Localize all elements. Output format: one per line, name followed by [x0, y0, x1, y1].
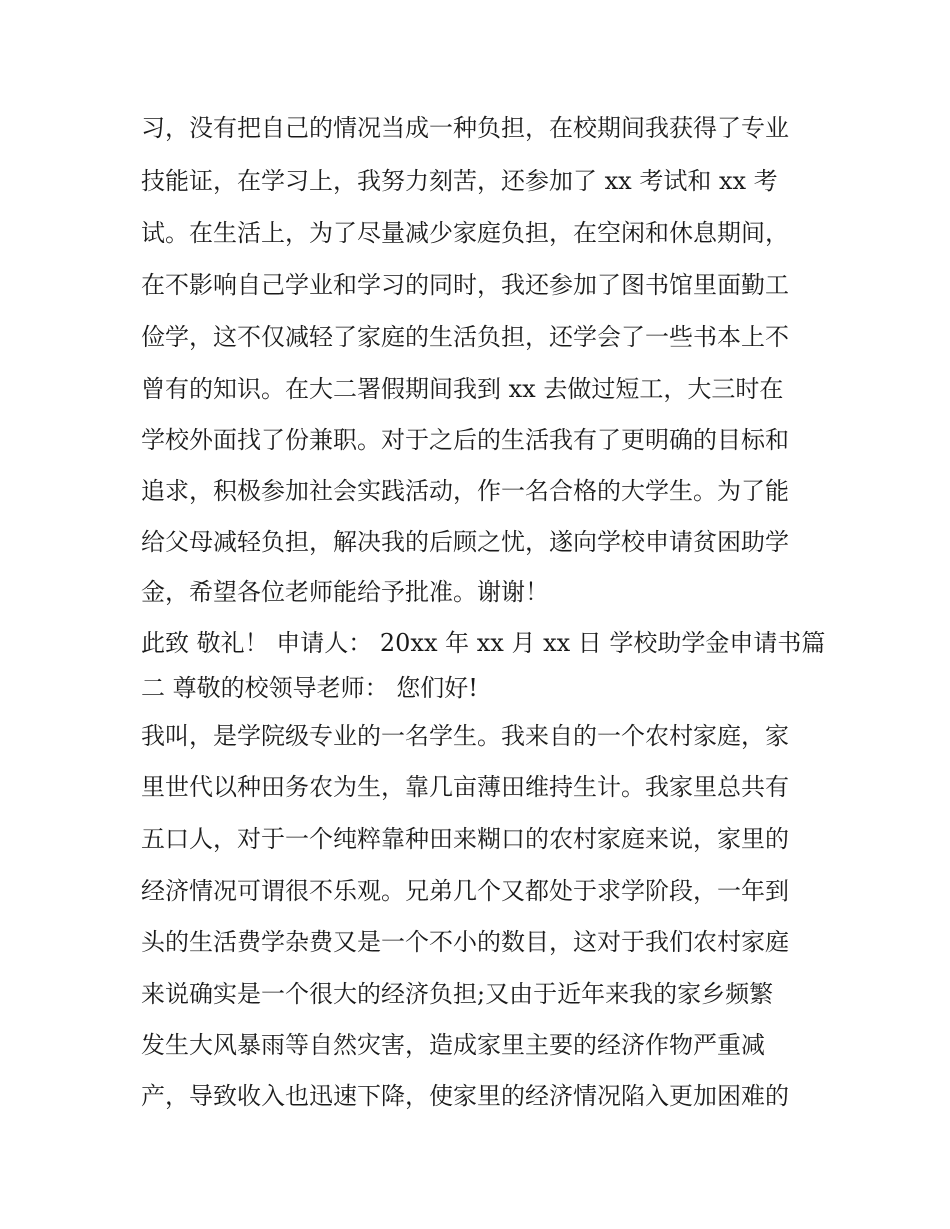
text-line: 追求，积极参加社会实践活动，作一名合格的大学生。为了能 — [141, 477, 789, 505]
text-line: 来说确实是一个很大的经济负担;又由于近年来我的家乡频繁 — [141, 980, 774, 1008]
text-line: 此致 敬礼！ 申请人： 20xx 年 xx 月 xx 日 学校助学金申请书篇 — [141, 629, 826, 657]
text-line: 曾有的知识。在大二署假期间我到 xx 去做过短工，大三时在 — [141, 375, 784, 403]
text-line: 里世代以种田务农为生，靠几亩薄田维持生计。我家里总共有 — [141, 773, 789, 801]
text-line: 产，导致收入也迅速下降，使家里的经济情况陷入更加困难的 — [141, 1082, 789, 1110]
text-line: 在不影响自己学业和学习的同时，我还参加了图书馆里面勤工 — [141, 271, 789, 299]
text-line: 学校外面找了份兼职。对于之后的生活我有了更明确的目标和 — [141, 426, 789, 454]
text-line: 给父母减轻负担，解决我的后顾之忧，遂向学校申请贫困助学 — [141, 528, 789, 556]
text-line: 金，希望各位老师能给予批准。谢谢！ — [141, 578, 549, 606]
text-line: 经济情况可谓很不乐观。兄弟几个又都处于求学阶段，一年到 — [141, 877, 789, 905]
text-line: 我叫，是学院级专业的一名学生。我来自的一个农村家庭，家 — [141, 722, 789, 750]
text-line: 二 尊敬的校领导老师： 您们好! — [141, 674, 478, 702]
text-line: 发生大风暴雨等自然灾害，造成家里主要的经济作物严重减 — [141, 1031, 765, 1059]
text-line: 习，没有把自己的情况当成一种负担，在校期间我获得了专业 — [141, 114, 789, 142]
text-line: 头的生活费学杂费又是一个不小的数目，这对于我们农村家庭 — [141, 928, 789, 956]
text-line: 技能证，在学习上，我努力刻苦，还参加了 xx 考试和 xx 考 — [141, 167, 778, 195]
text-line: 五口人，对于一个纯粹靠种田来糊口的农村家庭来说，家里的 — [141, 825, 789, 853]
text-line: 试。在生活上，为了尽量减少家庭负担，在空闲和休息期间， — [141, 219, 789, 247]
text-line: 俭学，这不仅减轻了家庭的生活负担，还学会了一些书本上不 — [141, 323, 789, 351]
